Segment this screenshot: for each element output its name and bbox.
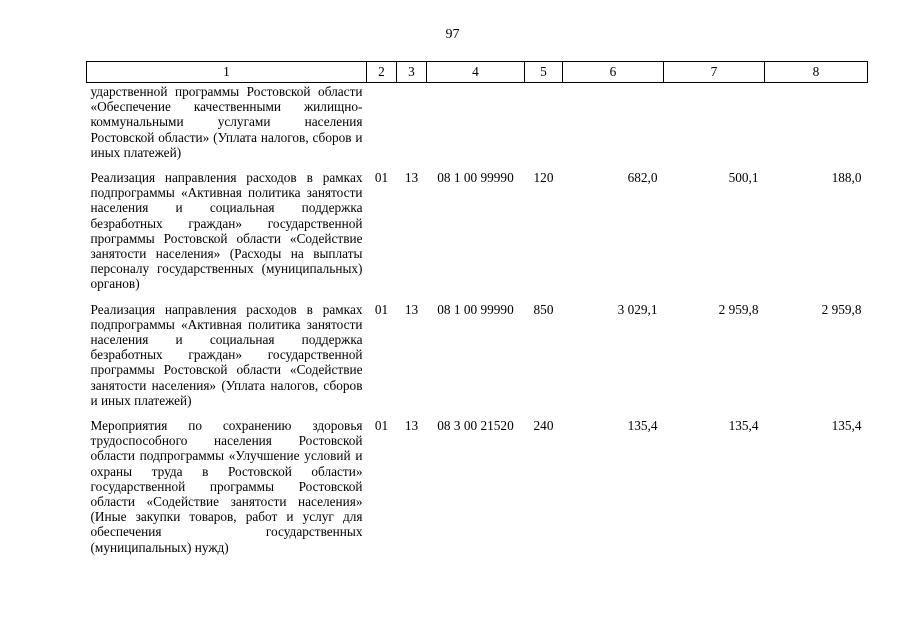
- row-section-code: [367, 83, 397, 171]
- row-amount-col8: 188,0: [831, 170, 862, 186]
- table-row: [87, 83, 868, 171]
- column-header-2: 2: [367, 62, 397, 83]
- row-amount-col8: [765, 83, 868, 171]
- column-header-7: 7: [664, 62, 765, 83]
- row-amount-col6: 682,0: [627, 170, 658, 186]
- row-description: Реализация направления расходов в рамках подпрограммы «Активная политика занятости населения и социальная поддержка безработных граждан» государственной программы Ростовской области «Содействие занятости населения» (Уплата налогов, сборов и иных платежей): [90, 301, 363, 408]
- row-expense-type: 240: [533, 418, 554, 434]
- table-row: [87, 170, 868, 302]
- row-description: ударственной программы Ростовской области «Обеспечение качественными жилищно-коммунальными услугами населения Ростовской области» (Уплата налогов, сборов и иных платежей): [90, 84, 363, 160]
- table-header: [87, 62, 868, 83]
- row-amount-col8: 2 959,8: [821, 301, 862, 317]
- row-target-article: [427, 83, 525, 171]
- row-description: Мероприятия по сохранению здоровья трудоспособного населения Ростовской области подпрограммы «Улучшение условий и охраны труда в Ростовской области» государственной программы Ростовской области «Содействие занятости населения» (Иные закупки товаров, работ и услуг для обеспечения государственных (муниципальных) нужд): [90, 418, 363, 555]
- row-subsection-code: [397, 83, 427, 171]
- row-description: Реализация направления расходов в рамках подпрограммы «Активная политика занятости населения и социальная поддержка безработных граждан» государственной программы Ростовской области «Содействие занятости населения» (Расходы на выплаты персоналу государственных (муниципальных) органов): [90, 170, 363, 292]
- table-row: [87, 302, 868, 418]
- column-header-4: 4: [427, 62, 525, 83]
- row-amount-col7: 500,1: [728, 170, 759, 186]
- row-target-article: 08 3 00 21520: [437, 418, 514, 434]
- row-amount-col6: 135,4: [627, 418, 658, 434]
- column-header-5: 5: [525, 62, 563, 83]
- budget-table: [86, 61, 868, 565]
- row-expense-type: [525, 83, 563, 171]
- row-target-article: 08 1 00 99990: [437, 170, 514, 186]
- row-amount-col8: 135,4: [831, 418, 862, 434]
- row-section-code: 01: [374, 418, 389, 434]
- column-header-1: 1: [87, 62, 367, 83]
- table-body: [87, 83, 868, 565]
- row-expense-type: 850: [533, 301, 554, 317]
- row-amount-col6: 3 029,1: [617, 301, 658, 317]
- row-subsection-code: 13: [404, 170, 419, 186]
- row-amount-col7: [664, 83, 765, 171]
- row-subsection-code: 13: [404, 301, 419, 317]
- row-target-article: 08 1 00 99990: [437, 301, 514, 317]
- row-section-code: 01: [374, 301, 389, 317]
- page-number: 97: [445, 27, 460, 42]
- header-row: [87, 62, 868, 83]
- column-header-8: 8: [765, 62, 868, 83]
- row-section-code: 01: [374, 170, 389, 186]
- row-subsection-code: 13: [404, 418, 419, 434]
- column-header-6: 6: [563, 62, 664, 83]
- column-header-3: 3: [397, 62, 427, 83]
- row-amount-col7: 2 959,8: [718, 301, 759, 317]
- row-expense-type: 120: [533, 170, 554, 186]
- row-amount-col7: 135,4: [728, 418, 759, 434]
- table-row: [87, 418, 868, 565]
- row-amount-col6: [563, 83, 664, 171]
